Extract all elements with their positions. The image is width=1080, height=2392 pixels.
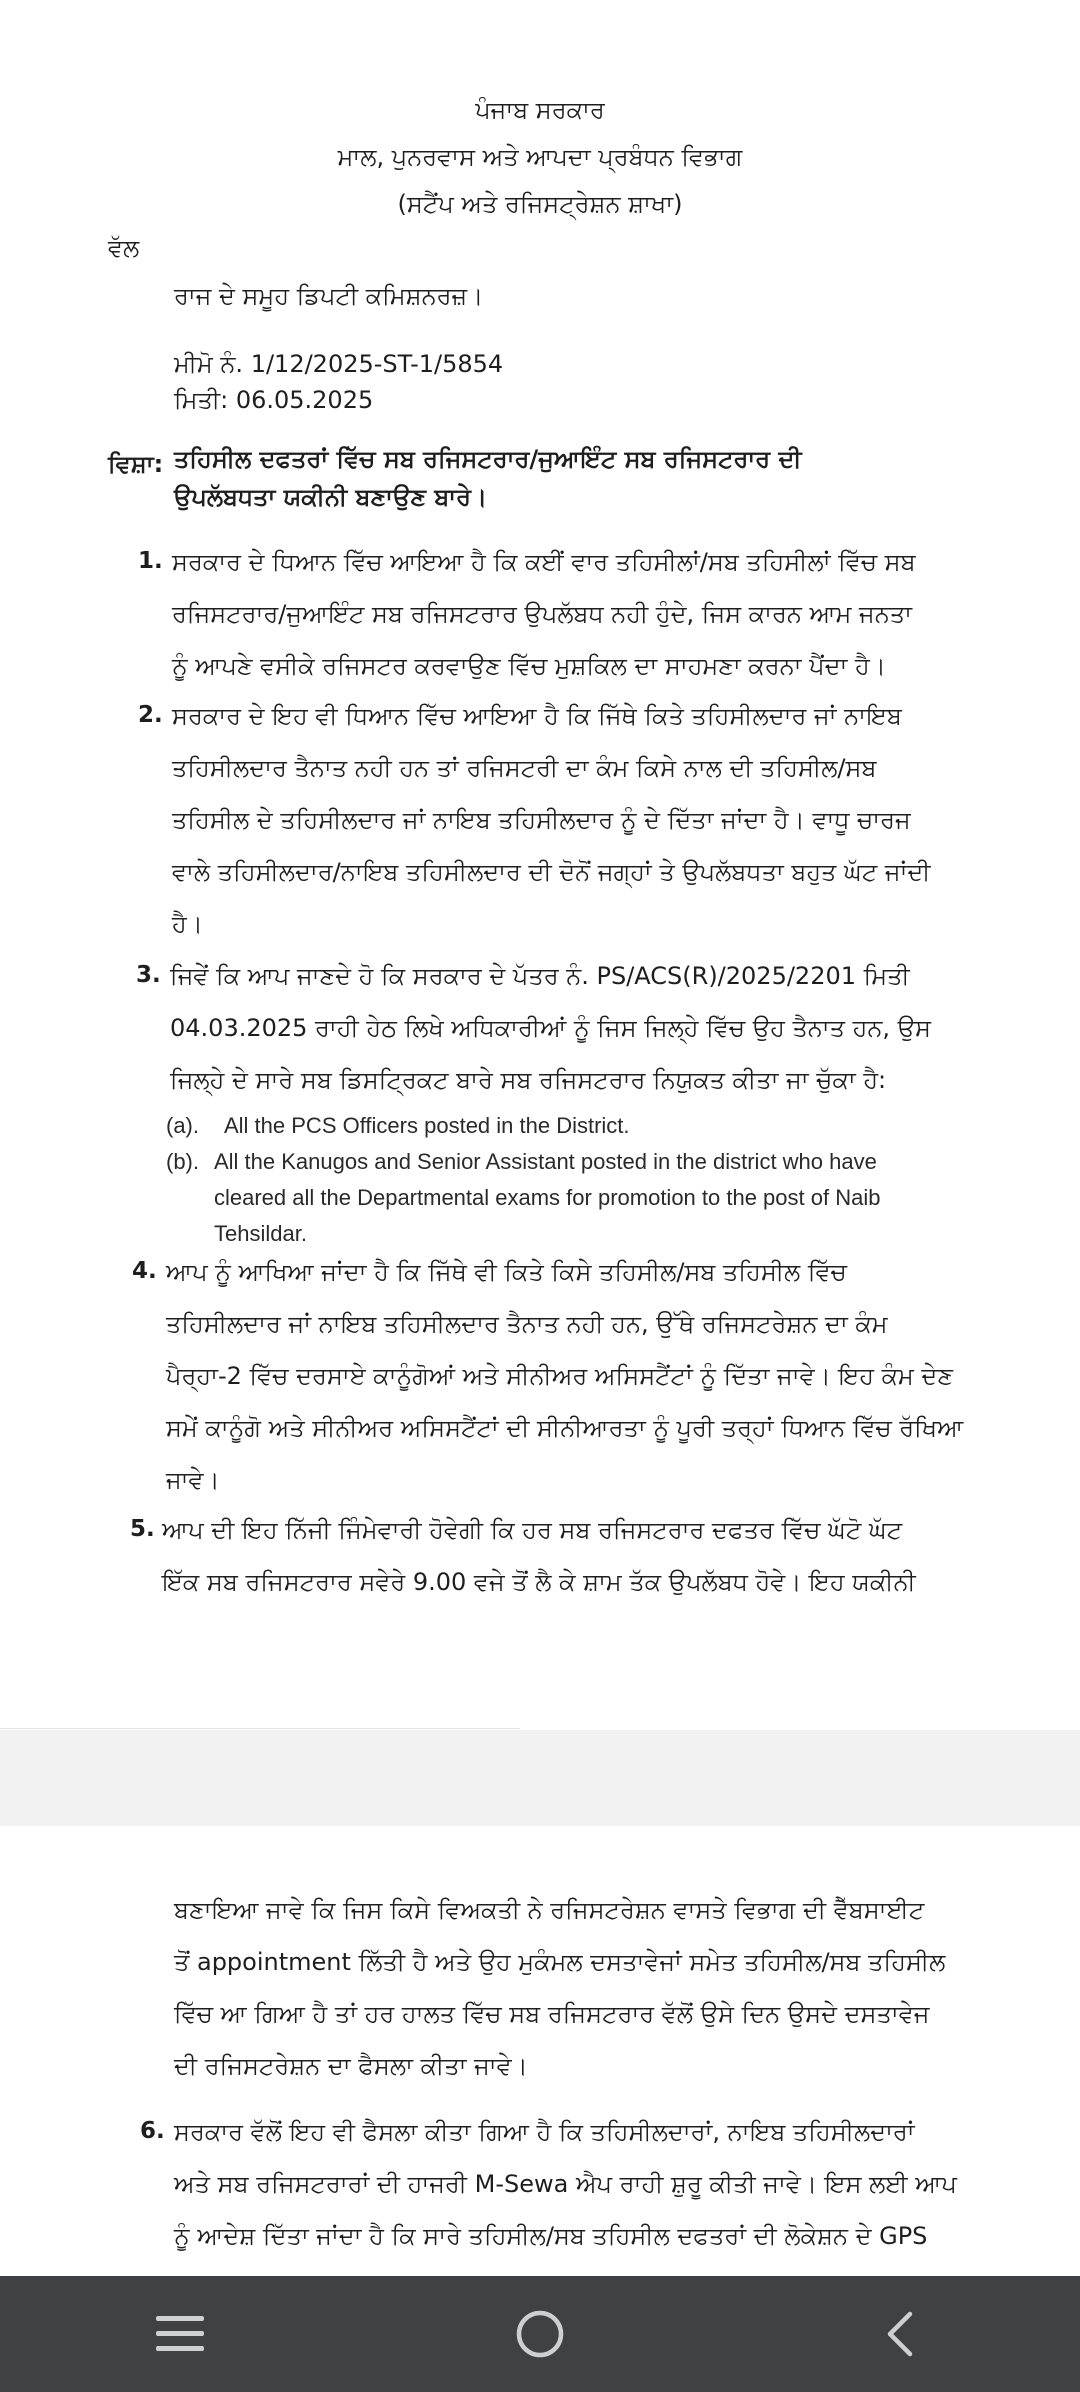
point-number: 3.	[136, 962, 161, 988]
subpoint-label: (a).	[166, 1113, 199, 1138]
point-line: ਪੈਰ੍ਹਾ-2 ਵਿੱਚ ਦਰਸਾਏ ਕਾਨੂੰਗੋਆਂ ਅਤੇ ਸੀਨੀਅਰ ਅਸਿਸਟੈਂਟਾਂ ਨੂੰ ਦਿੱਤਾ ਜਾਵੇ। ਇਹ ਕੰਮ ਦੇਣ	[166, 1362, 953, 1390]
point-line: ਇੱਕ ਸਬ ਰਜਿਸਟਰਾਰ ਸਵੇਰੇ 9.00 ਵਜੇ ਤੋਂ ਲੈ ਕੇ ਸ਼ਾਮ ਤੱਕ ਉਪਲੱਬਧ ਹੋਵੇ। ਇਹ ਯਕੀਨੀ	[162, 1568, 916, 1596]
point-line: ਤਹਿਸੀਲਦਾਰ ਜਾਂ ਨਾਇਬ ਤਹਿਸੀਲਦਾਰ ਤੈਨਾਤ ਨਹੀ ਹਨ, ਉੱਥੇ ਰਜਿਸਟਰੇਸ਼ਨ ਦਾ ਕੰਮ	[166, 1310, 888, 1338]
point-line: ਹੈ।	[172, 910, 203, 938]
point-line: ਬਣਾਇਆ ਜਾਵੇ ਕਿ ਜਿਸ ਕਿਸੇ ਵਿਅਕਤੀ ਨੇ ਰਜਿਸਟਰੇਸ਼ਨ ਵਾਸਤੇ ਵਿਭਾਗ ਦੀ ਵੈੱਬਸਾਈਟ	[174, 1896, 925, 1924]
point-line: ਨੂੰ ਆਦੇਸ਼ ਦਿੱਤਾ ਜਾਂਦਾ ਹੈ ਕਿ ਸਾਰੇ ਤਹਿਸੀਲ/ਸਬ ਤਹਿਸੀਲ ਦਫਤਰਾਂ ਦੀ ਲੋਕੇਸ਼ਨ ਦੇ GPS	[174, 2222, 928, 2250]
recipient: ਰਾਜ ਦੇ ਸਮੂਹ ਡਿਪਟੀ ਕਮਿਸ਼ਨਰਜ਼।	[174, 282, 484, 310]
subject-line: ਉਪਲੱਬਧਤਾ ਯਕੀਨੀ ਬਣਾਉਣ ਬਾਰੇ।	[174, 483, 488, 511]
to-label: ਵੱਲ	[108, 234, 140, 262]
point-line: ਤਹਿਸੀਲ ਦੇ ਤਹਿਸੀਲਦਾਰ ਜਾਂ ਨਾਇਬ ਤਹਿਸੀਲਦਾਰ ਨੂੰ ਦੇ ਦਿੱਤਾ ਜਾਂਦਾ ਹੈ। ਵਾਧੂ ਚਾਰਜ	[172, 806, 911, 834]
subpoint-label: (b).	[166, 1149, 199, 1174]
point-line: ਨੂੰ ਆਪਣੇ ਵਸੀਕੇ ਰਜਿਸਟਰ ਕਰਵਾਉਣ ਵਿੱਚ ਮੁਸ਼ਕਿਲ ਦਾ ਸਾਹਮਣਾ ਕਰਨਾ ਪੈਂਦਾ ਹੈ।	[172, 652, 886, 680]
memo-date: ਮਿਤੀ: 06.05.2025	[174, 386, 374, 414]
point-3-text	[170, 950, 931, 1106]
subject-line: ਤਹਿਸੀਲ ਦਫਤਰਾਂ ਵਿੱਚ ਸਬ ਰਜਿਸਟਰਾਰ/ਜੁਆਇੰਟ ਸਬ ਰਜਿਸਟਰਾਰ ਦੀ	[174, 445, 802, 473]
point-number: 1.	[138, 548, 163, 574]
point-line: ਅਤੇ ਸਬ ਰਜਿਸਟਰਾਰਾਂ ਦੀ ਹਾਜਰੀ M-Sewa ਐਪ ਰਾਹੀ ਸ਼ੁਰੂ ਕੀਤੀ ਜਾਵੇ। ਇਸ ਲਈ ਆਪ	[174, 2170, 957, 2198]
back-button[interactable]	[830, 2276, 970, 2392]
point-number: 2.	[138, 702, 163, 728]
subpoint-line: Tehsildar.	[214, 1221, 307, 1246]
point-line: ਸਮੇਂ ਕਾਨੂੰਗੋ ਅਤੇ ਸੀਨੀਅਰ ਅਸਿਸਟੈਂਟਾਂ ਦੀ ਸੀਨੀਆਰਤਾ ਨੂੰ ਪੂਰੀ ਤਰ੍ਹਾਂ ਧਿਆਨ ਵਿੱਚ ਰੱਖਿਆ	[166, 1414, 964, 1442]
document-page-2	[0, 1826, 1080, 2276]
point-line: ਜਿਲ੍ਹੇ ਦੇ ਸਾਰੇ ਸਬ ਡਿਸਟ੍ਰਿਕਟ ਬਾਰੇ ਸਬ ਰਜਿਸਟਰਾਰ ਨਿਯੁਕਤ ਕੀਤਾ ਜਾ ਚੁੱਕਾ ਹੈ:	[170, 1066, 887, 1094]
point-line: ਤਹਿਸੀਲਦਾਰ ਤੈਨਾਤ ਨਹੀ ਹਨ ਤਾਂ ਰਜਿਸਟਰੀ ਦਾ ਕੰਮ ਕਿਸੇ ਨਾਲ ਦੀ ਤਹਿਸੀਲ/ਸਬ	[172, 754, 877, 782]
subject-label: ਵਿਸ਼ਾ:	[108, 450, 164, 478]
subpoint-line: cleared all the Departmental exams for promotion to the post of Naib	[214, 1185, 881, 1210]
point-line: ਸਰਕਾਰ ਦੇ ਧਿਆਨ ਵਿੱਚ ਆਇਆ ਹੈ ਕਿ ਕਈਂ ਵਾਰ ਤਹਿਸੀਲਾਂ/ਸਬ ਤਹਿਸੀਲਾਂ ਵਿੱਚ ਸਬ	[172, 548, 916, 576]
point-line: 04.03.2025 ਰਾਹੀ ਹੇਠ ਲਿਖੇ ਅਧਿਕਾਰੀਆਂ ਨੂੰ ਜਿਸ ਜਿਲ੍ਹੇ ਵਿੱਚ ਉਹ ਤੈਨਾਤ ਹਨ, ਉਸ	[170, 1014, 931, 1042]
subpoint-b-text	[214, 1144, 880, 1252]
point-line: ਰਜਿਸਟਰਾਰ/ਜੁਆਇੰਟ ਸਬ ਰਜਿਸਟਰਾਰ ਉਪਲੱਬਧ ਨਹੀ ਹੁੰਦੇ, ਜਿਸ ਕਾਰਨ ਆਮ ਜਨਤਾ	[172, 600, 912, 628]
page-separator	[0, 1730, 1080, 1826]
point-line: ਆਪ ਨੂੰ ਆਖਿਆ ਜਾਂਦਾ ਹੈ ਕਿ ਜਿੱਥੇ ਵੀ ਕਿਤੇ ਕਿਸੇ ਤਹਿਸੀਲ/ਸਬ ਤਹਿਸੀਲ ਵਿੱਚ	[166, 1258, 847, 1286]
subject-text	[174, 440, 802, 516]
subpoint-line: All the Kanugos and Senior Assistant posted in the district who have	[214, 1149, 877, 1174]
point-6-text	[174, 2106, 957, 2262]
menu-icon	[152, 2312, 208, 2356]
point-number: 4.	[132, 1258, 157, 1284]
navigation-bar	[0, 2276, 1080, 2392]
point-2-text	[172, 690, 931, 950]
point-line: ਦੀ ਰਜਿਸਟਰੇਸ਼ਨ ਦਾ ਫੈਸਲਾ ਕੀਤਾ ਜਾਵੇ।	[174, 2052, 528, 2080]
back-chevron-icon	[880, 2308, 920, 2360]
point-line: ਸਰਕਾਰ ਦੇ ਇਹ ਵੀ ਧਿਆਨ ਵਿੱਚ ਆਇਆ ਹੈ ਕਿ ਜਿੱਥੇ ਕਿਤੇ ਤਹਿਸੀਲਦਾਰ ਜਾਂ ਨਾਇਬ	[172, 702, 902, 730]
page-edge-line	[0, 1728, 520, 1729]
point-line: ਆਪ ਦੀ ਇਹ ਨਿੱਜੀ ਜਿੰਮੇਵਾਰੀ ਹੋਵੇਗੀ ਕਿ ਹਰ ਸਬ ਰਜਿਸਟਰਾਰ ਦਫਤਰ ਵਿੱਚ ਘੱਟੋ ਘੱਟ	[162, 1516, 903, 1544]
header-branch: (ਸਟੈਂਪ ਅਤੇ ਰਜਿਸਟ੍ਰੇਸ਼ਨ ਸ਼ਾਖਾ)	[397, 190, 683, 218]
point-line: ਤੋਂ appointment ਲਿੱਤੀ ਹੈ ਅਤੇ ਉਹ ਮੁਕੰਮਲ ਦਸਤਾਵੇਜਾਂ ਸਮੇਤ ਤਹਿਸੀਲ/ਸਬ ਤਹਿਸੀਲ	[174, 1948, 946, 1976]
point-5-text	[162, 1504, 916, 1608]
home-circle-icon	[514, 2308, 566, 2360]
point-4-text	[166, 1246, 963, 1506]
recent-apps-button[interactable]	[110, 2276, 250, 2392]
point-line: ਜਾਵੇ।	[166, 1466, 220, 1494]
point-5-continuation	[174, 1884, 945, 2092]
point-number: 5.	[130, 1516, 155, 1542]
subpoint-a-text	[224, 1108, 630, 1144]
point-line: ਜਿਵੇਂ ਕਿ ਆਪ ਜਾਣਦੇ ਹੋ ਕਿ ਸਰਕਾਰ ਦੇ ਪੱਤਰ ਨੰ. PS/ACS(R)/2025/2201 ਮਿਤੀ	[170, 962, 910, 990]
point-1-text	[172, 536, 916, 692]
header-government: ਪੰਜਾਬ ਸਰਕਾਰ	[475, 96, 605, 124]
memo-number: ਮੀਮੋ ਨੰ. 1/12/2025-ST-1/5854	[174, 350, 504, 378]
point-line: ਸਰਕਾਰ ਵੱਲੋਂ ਇਹ ਵੀ ਫੈਸਲਾ ਕੀਤਾ ਗਿਆ ਹੈ ਕਿ ਤਹਿਸੀਲਦਾਰਾਂ, ਨਾਇਬ ਤਹਿਸੀਲਦਾਰਾਂ	[174, 2118, 915, 2146]
point-line: ਵਿੱਚ ਆ ਗਿਆ ਹੈ ਤਾਂ ਹਰ ਹਾਲਤ ਵਿੱਚ ਸਬ ਰਜਿਸਟਰਾਰ ਵੱਲੋਂ ਉਸੇ ਦਿਨ ਉਸਦੇ ਦਸਤਾਵੇਜ	[174, 2000, 930, 2028]
point-line: ਵਾਲੇ ਤਹਿਸੀਲਦਾਰ/ਨਾਇਬ ਤਹਿਸੀਲਦਾਰ ਦੀ ਦੋਨੋਂ ਜਗ੍ਹਾਂ ਤੇ ਉਪਲੱਬਧਤਾ ਬਹੁਤ ਘੱਟ ਜਾਂਦੀ	[172, 858, 931, 886]
point-number: 6.	[140, 2118, 165, 2144]
home-button[interactable]	[470, 2276, 610, 2392]
header-department: ਮਾਲ, ਪੁਨਰਵਾਸ ਅਤੇ ਆਪਦਾ ਪ੍ਰਬੰਧਨ ਵਿਭਾਗ	[337, 143, 743, 171]
subpoint-line: All the PCS Officers posted in the District.	[224, 1113, 630, 1138]
